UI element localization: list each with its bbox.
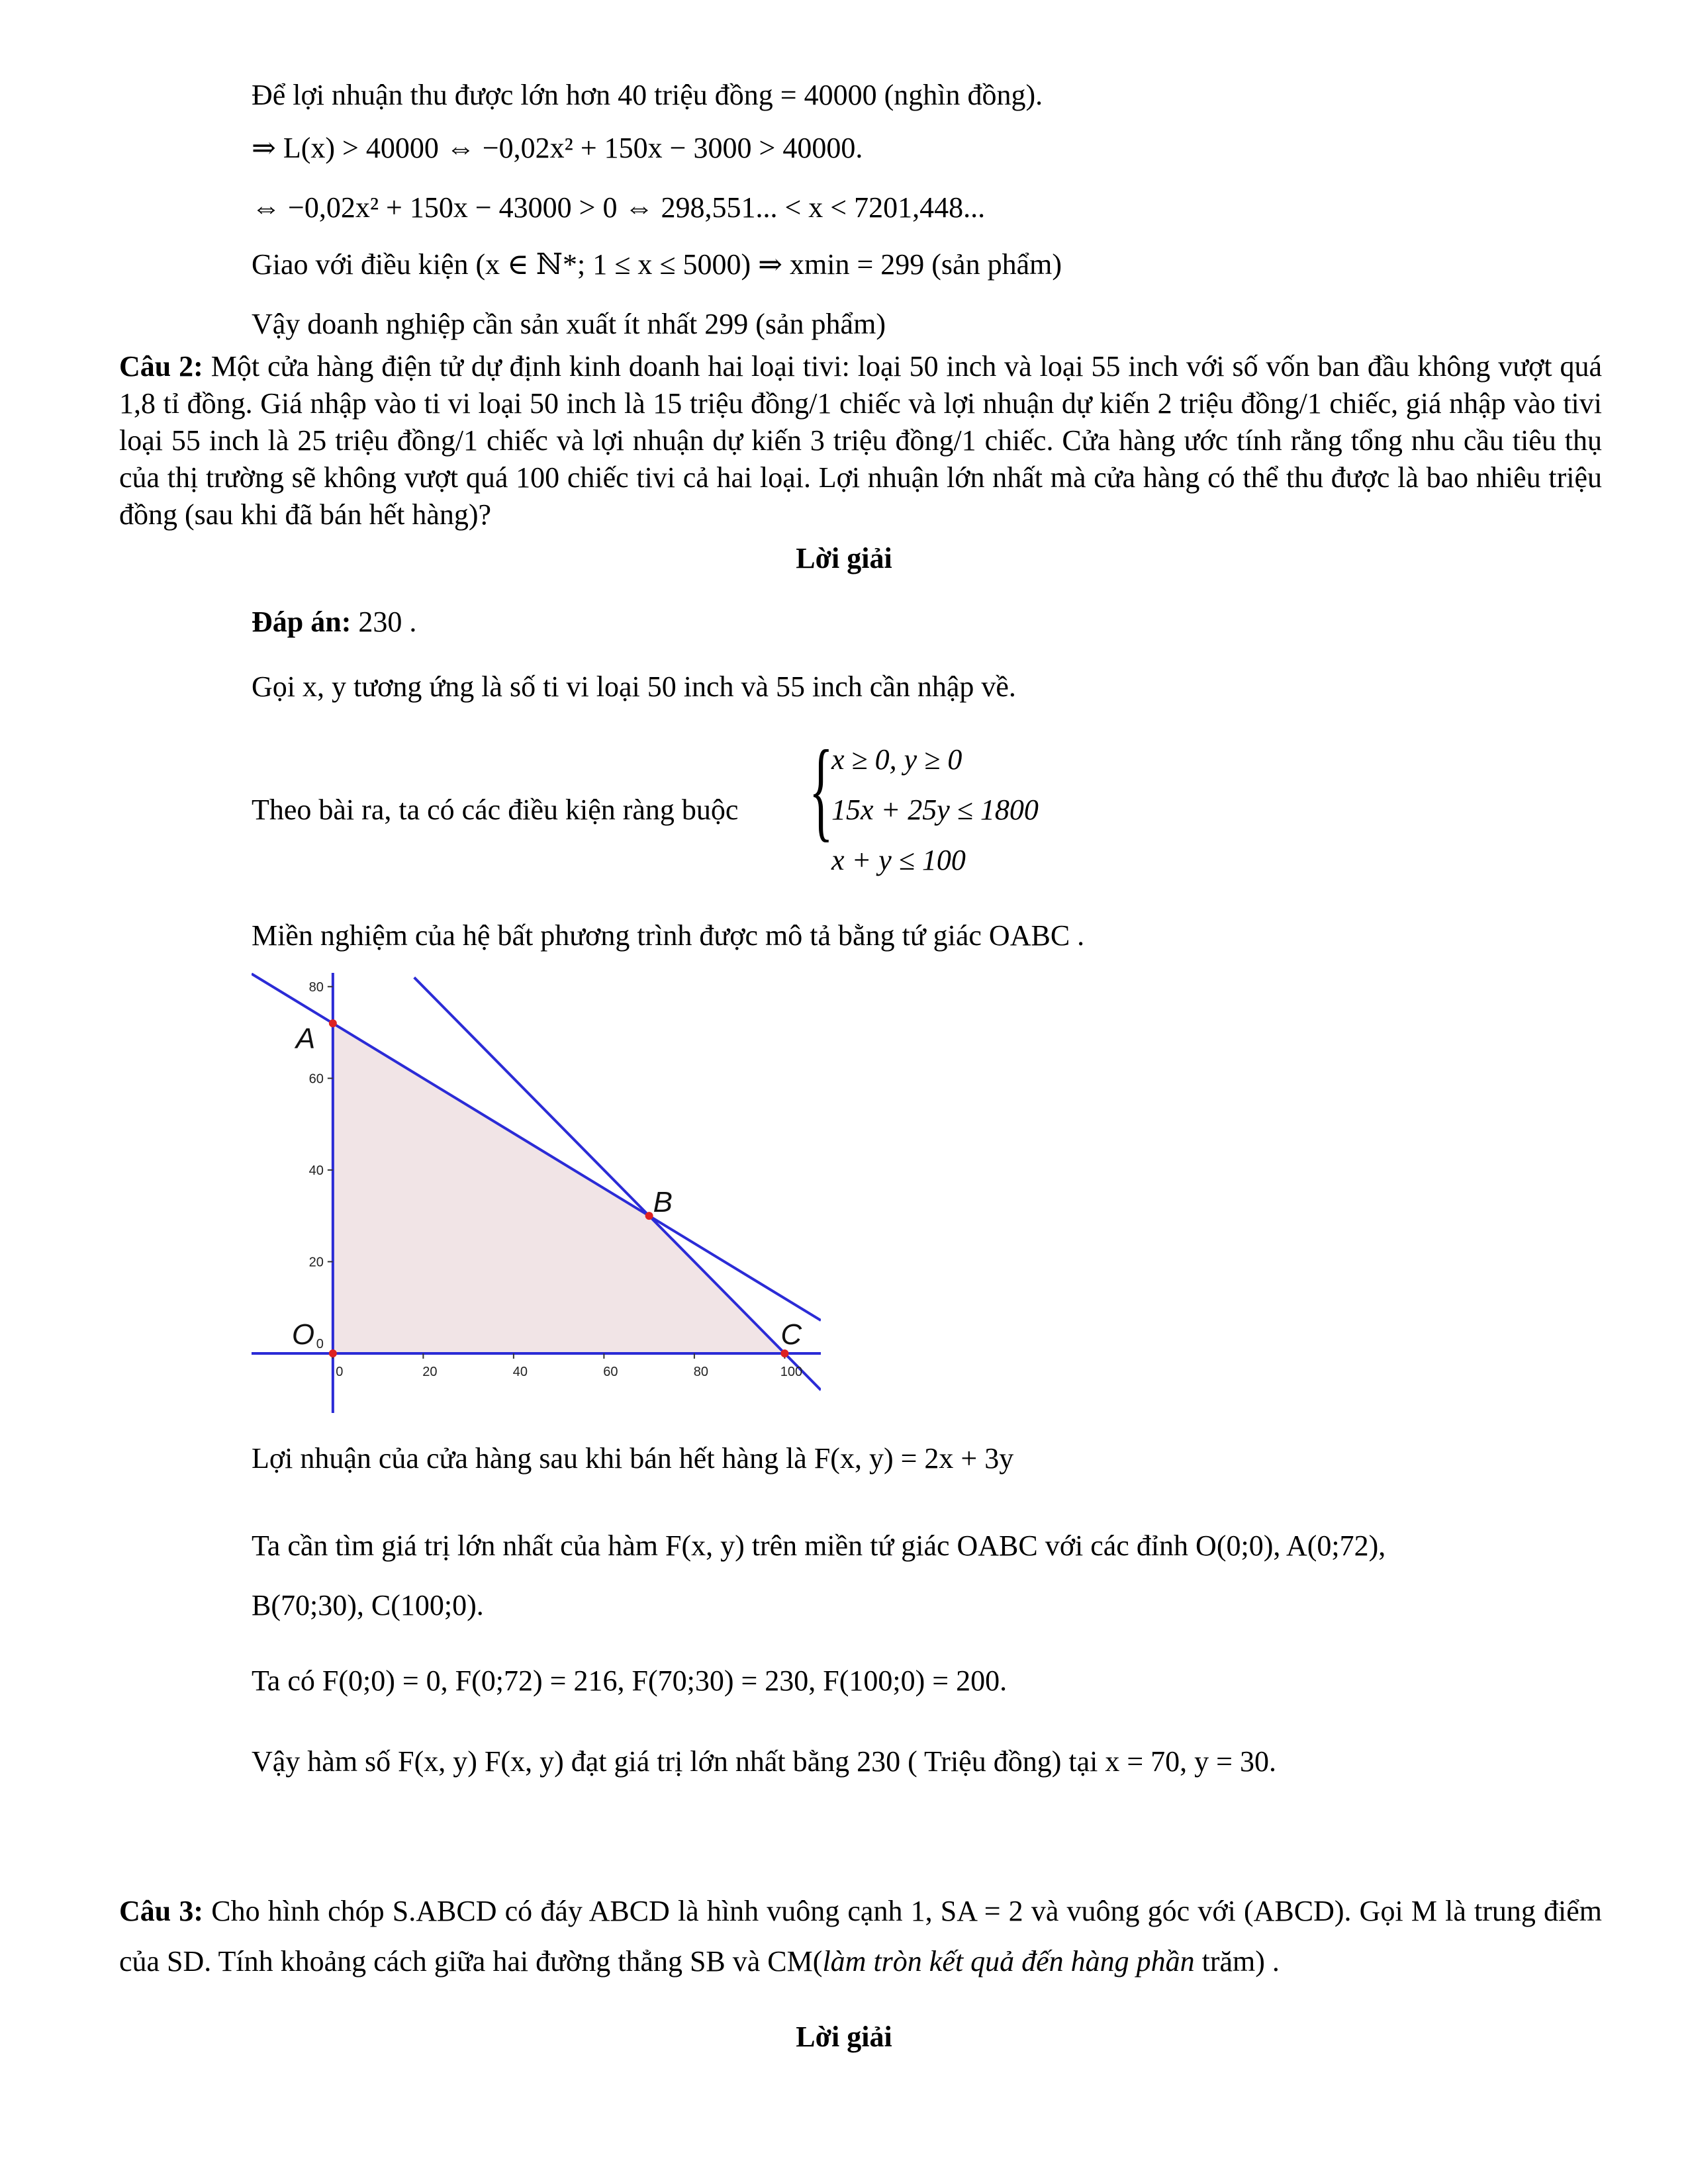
sol2-vertices-line-1: Ta cần tìm giá trị lớn nhất của hàm F(x, y) trên miền tứ giác OABC với các đỉnh O(0;0), A(0;72), xyxy=(252,1529,1386,1562)
question-3-text-a: Cho hình chóp S.ABCD có đáy ABCD là hình vuông cạnh 1, SA = 2 và vuông góc với (ABCD). Gọi M là trung điểm của SD. Tính khoảng cách giữa hai đường thẳng SB và CM( xyxy=(119,1895,1603,1978)
question-2-text: Một cửa hàng điện tử dự định kinh doanh hai loại tivi: loại 50 inch và loại 55 inch với số vốn ban đầu không vượt quá 1,8 tỉ đồng. Giá nhập vào ti vi loại 50 inch là 15 triệu đồng/1 chiếc và lợi nhuận dự kiến 2 triệu đồng/1 chiếc, giá nhập vào tivi loại 55 inch là 25 triệu đồng/1 chiếc và lợi nhuận dự kiến 3 triệu đồng/1 chiếc. Cửa hàng ước tính rằng tổng nhu cầu tiêu thụ của thị trường sẽ không vượt quá 100 chiếc tivi cả hai loại. Lợi nhuận lớn nhất mà cửa hàng có thể thu được là bao nhiêu triệu đồng (sau khi đã bán hết hàng)? xyxy=(119,350,1603,531)
question-3-text-italic: làm tròn kết quả đến hàng phần xyxy=(822,1945,1195,1978)
system-row-1: x ≥ 0, y ≥ 0 xyxy=(831,743,962,776)
sol2-vertices-line-2: B(70;30), C(100;0). xyxy=(252,1589,484,1621)
sol2-line-1: Gọi x, y tương ứng là số ti vi loại 50 inch và 55 inch cần nhập về. xyxy=(252,670,1016,703)
sol1-line-1: Để lợi nhuận thu được lớn hơn 40 triệu đồng = 40000 (nghìn đồng). xyxy=(252,79,1043,111)
x-tick-label: 0 xyxy=(336,1364,344,1379)
sol2-region-text: Miền nghiệm của hệ bất phương trình được mô tả bằng tứ giác OABC . xyxy=(252,919,1085,952)
sol1-line-4: Giao với điều kiện (x ∈ ℕ*; 1 ≤ x ≤ 5000) ⇒ xmin = 299 (sản phẩm) xyxy=(252,248,1062,281)
vertex-label-o: O xyxy=(291,1318,315,1351)
system-brace: { xyxy=(809,727,833,852)
vertex-point-o xyxy=(329,1349,337,1357)
origin-tick-label: 0 xyxy=(316,1336,324,1351)
vertex-label-c: C xyxy=(780,1318,802,1351)
sol2-conclusion: Vậy hàm số F(x, y) F(x, y) đạt giá trị lớn nhất bằng 230 ( Triệu đồng) tại x = 70, y = 30. xyxy=(252,1745,1276,1778)
sol1-line-3: ⇔ −0,02x² + 150x − 43000 > 0 ⇔ 298,551... < x < 7201,448... xyxy=(252,191,986,224)
sol2-constraints-intro: Theo bài ra, ta có các điều kiện ràng buộc xyxy=(252,794,739,826)
solution-heading-3: Lời giải xyxy=(796,2021,892,2053)
question-3-text-b: trăm) . xyxy=(1194,1945,1280,1978)
question-3 xyxy=(119,1886,1602,1987)
system-row-2: 15x + 25y ≤ 1800 xyxy=(831,794,1039,826)
answer-label: Đáp án: xyxy=(252,606,352,638)
system-row-3: x + y ≤ 100 xyxy=(831,844,966,876)
y-tick-label: 40 xyxy=(308,1163,324,1178)
sol1-line-2: ⇒ L(x) > 40000 ⇔ −0,02x² + 150x − 3000 > 40000. xyxy=(252,132,863,164)
y-tick-label: 80 xyxy=(308,979,324,995)
question-2 xyxy=(119,348,1602,533)
answer-line xyxy=(252,604,416,641)
x-tick-label: 60 xyxy=(603,1364,618,1379)
y-tick-label: 60 xyxy=(308,1071,324,1087)
vertex-label-b: B xyxy=(653,1186,673,1219)
answer-value: 230 . xyxy=(358,606,417,638)
vertex-point-b xyxy=(645,1212,653,1220)
x-tick-label: 20 xyxy=(422,1364,438,1379)
y-tick-label: 20 xyxy=(308,1255,324,1270)
vertex-point-a xyxy=(329,1019,337,1027)
feasible-region-chart xyxy=(252,973,821,1413)
solution-heading-2: Lời giải xyxy=(796,542,892,574)
x-tick-label: 80 xyxy=(693,1364,709,1379)
x-tick-label: 40 xyxy=(512,1364,528,1379)
question-2-label: Câu 2: xyxy=(119,350,203,383)
sol1-line-5: Vậy doanh nghiệp cần sản xuất ít nhất 299 (sản phẩm) xyxy=(252,308,886,340)
sol2-evaluations: Ta có F(0;0) = 0, F(0;72) = 216, F(70;30) = 230, F(100;0) = 200. xyxy=(252,1664,1008,1697)
question-3-label: Câu 3: xyxy=(119,1895,204,1927)
feasible-region xyxy=(333,1023,785,1353)
sol2-profit-function: Lợi nhuận của cửa hàng sau khi bán hết hàng là F(x, y) = 2x + 3y xyxy=(252,1442,1014,1475)
vertex-label-a: A xyxy=(295,1023,316,1056)
x-tick-label: 100 xyxy=(780,1364,803,1379)
